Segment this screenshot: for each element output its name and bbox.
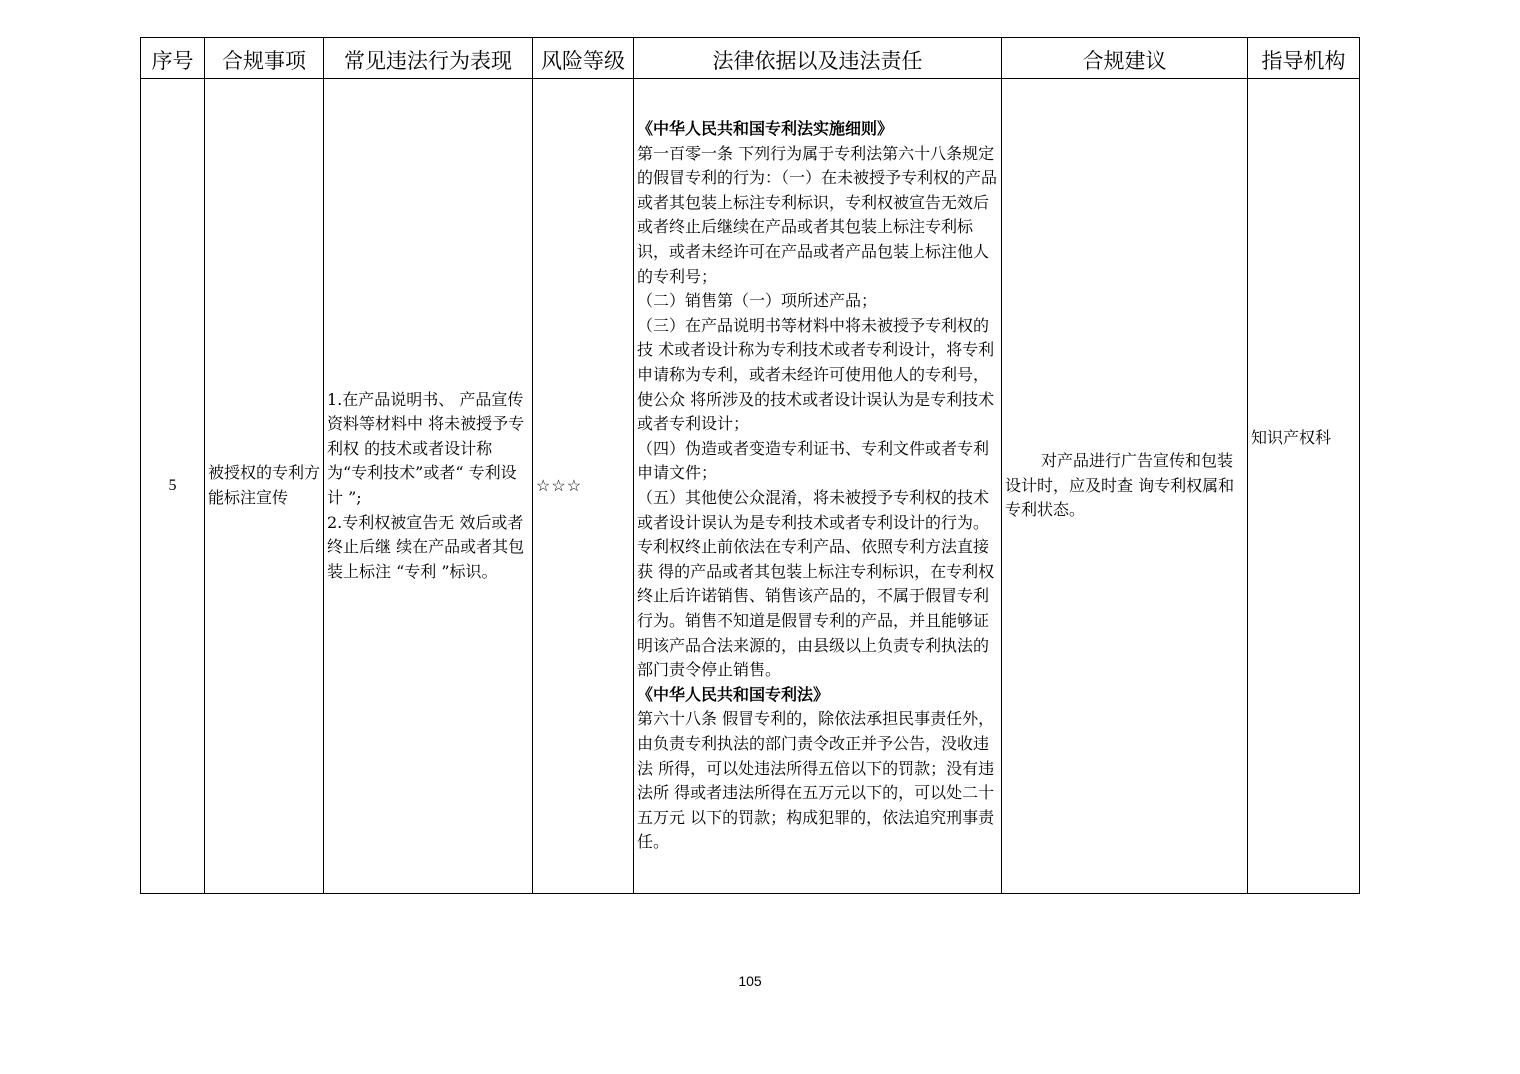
- law-paragraph: （五）其他使公众混淆，将未被授予专利权的技术或者设计误认为是专利技术或者专利设计的行为。: [637, 488, 990, 532]
- agency-text: 知识产权科: [1251, 428, 1332, 447]
- cell-advice: [1002, 79, 1248, 894]
- law-title: 《中华人民共和国专利法实施细则》: [637, 119, 894, 139]
- cell-behavior: [324, 79, 533, 894]
- compliance-table: [140, 37, 1360, 894]
- header-advice: 合规建议: [1002, 38, 1248, 79]
- law-title: 《中华人民共和国专利法》: [637, 684, 830, 704]
- table-row: [141, 79, 1360, 894]
- header-risk: 风险等级: [533, 38, 634, 79]
- compliance-table-page: [140, 37, 1359, 894]
- header-agency: 指导机构: [1248, 38, 1360, 79]
- law-paragraph: （三）在产品说明书等材料中将未被授予专利权的技 术或者设计称为专利技术或者专利设计，将专利申请称为专利，或者未经许可使用他人的专利号，使公众 将所涉及的技术或者设计误认为是专利技术或者专利设计；: [637, 315, 995, 434]
- header-behavior: 常见违法行为表现: [324, 38, 533, 79]
- cell-agency: [1248, 79, 1360, 894]
- cell-risk: ☆☆☆: [533, 79, 634, 894]
- law-paragraph: 专利权终止前依法在专利产品、依照专利方法直接获 得的产品或者其包装上标注专利标识，在专利权终止后许诺销售、销售该产品的，不属于假冒专利行为。销售不知道是假冒专利的产品，并且能够证明该产品合法来源的，由县级以上负责专利执法的部门责令停止销售。: [637, 537, 995, 680]
- table-header-row: [141, 38, 1360, 79]
- header-no: 序号: [141, 38, 205, 79]
- advice-text: 对产品进行广告宣传和包装设计时，应及时查 询专利权属和专利状态。: [1005, 451, 1235, 520]
- law-paragraph: 第一百零一条 下列行为属于专利法第六十八条规定 的假冒专利的行为：（一）在未被授予专利权的产品或者其包装上标注专利标识，专利权被宣告无效后或者终止后继续在产品或者其包装上标注专利标识，或者未经许可在产品或者产品包装上标注他人的专利号；: [637, 143, 998, 286]
- behavior-item: 2.专利权被宣告无 效后或者终止后继 续在产品或者其包 装上标注 “专利 ”标识。: [327, 512, 525, 581]
- cell-no: 5: [141, 79, 205, 894]
- cell-item: 被授权的专利方 能标注宣传: [205, 79, 324, 894]
- header-law: 法律依据以及违法责任: [634, 38, 1002, 79]
- header-item: 合规事项: [205, 38, 324, 79]
- law-paragraph: （二）销售第（一）项所述产品；: [637, 291, 878, 311]
- law-paragraph: 第六十八条 假冒专利的，除依法承担民事责任外，由负责专利执法的部门责令改正并予公告，没收违法 所得，可以处违法所得五倍以下的罚款；没有违法所 得或者违法所得在五万元以下的，可以处二十五万元 以下的罚款；构成犯罪的，依法追究刑事责任。: [637, 709, 995, 852]
- cell-law: [634, 79, 1002, 894]
- behavior-item: 1.在产品说明书、 产品宣传资料等材料中 将未被授予专利权 的技术或者设计称 为“专利技术”或者“ 专利设计 ”;: [327, 389, 525, 507]
- page-number: 105: [738, 973, 762, 989]
- law-paragraph: （四）伪造或者变造专利证书、专利文件或者专利申请文件；: [637, 438, 990, 483]
